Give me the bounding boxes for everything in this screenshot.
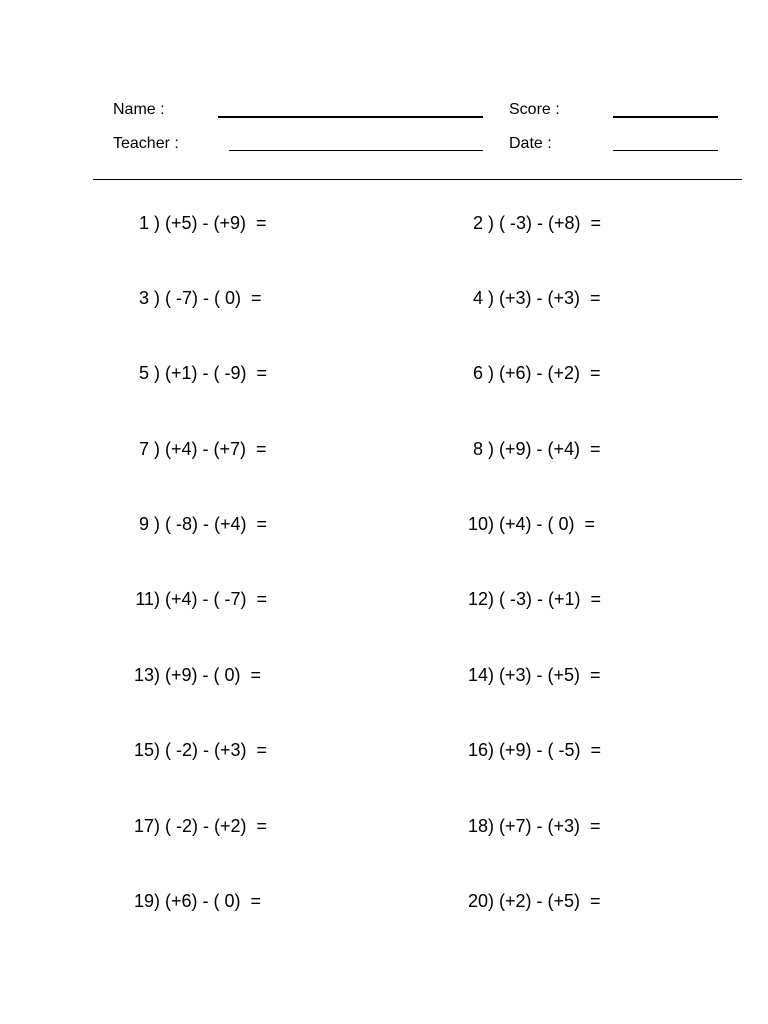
problem-8 xyxy=(458,438,601,460)
problem-18 xyxy=(458,815,601,837)
score-label: Score : xyxy=(509,101,560,118)
problem-expression: (+5) - (+9) = xyxy=(165,213,267,233)
problem-expression: (+9) - ( -5) = xyxy=(499,740,602,760)
teacher-field[interactable] xyxy=(229,150,483,151)
problem-expression: (+9) - ( 0) = xyxy=(165,665,262,685)
problem-expression: (+7) - (+3) = xyxy=(499,816,601,836)
problem-number: 8 ) xyxy=(472,439,494,459)
name-field[interactable] xyxy=(218,116,483,118)
problem-number: 9 ) xyxy=(138,514,160,534)
problem-expression: (+9) - (+4) = xyxy=(499,439,601,459)
problem-number: 14) xyxy=(467,665,494,685)
problem-expression: (+4) - ( 0) = xyxy=(499,514,596,534)
problem-20 xyxy=(458,890,601,912)
problem-6 xyxy=(458,362,601,384)
problem-number: 7 ) xyxy=(138,439,160,459)
problem-expression: ( -2) - (+2) = xyxy=(165,816,268,836)
problem-10 xyxy=(458,513,595,535)
date-field[interactable] xyxy=(613,150,718,151)
problem-number: 3 ) xyxy=(138,288,160,308)
problem-expression: ( -3) - (+1) = xyxy=(499,589,602,609)
problem-number: 5 ) xyxy=(138,363,160,383)
problem-expression: (+6) - ( 0) = xyxy=(165,891,262,911)
problem-number: 16) xyxy=(467,740,494,760)
problem-number: 12) xyxy=(467,589,494,609)
score-field[interactable] xyxy=(613,116,718,118)
problem-16 xyxy=(458,739,601,761)
problem-2 xyxy=(458,212,601,234)
problem-14 xyxy=(458,664,601,686)
problem-expression: (+3) - (+5) = xyxy=(499,665,601,685)
problem-9 xyxy=(124,513,267,535)
problem-number: 11) xyxy=(135,589,160,609)
problem-expression: ( -3) - (+8) = xyxy=(499,213,602,233)
problem-number: 13) xyxy=(133,665,160,685)
problem-11 xyxy=(124,588,267,610)
problem-number: 15) xyxy=(133,740,160,760)
problem-expression: ( -2) - (+3) = xyxy=(165,740,268,760)
problem-expression: ( -7) - ( 0) = xyxy=(165,288,262,308)
problem-number: 4 ) xyxy=(472,288,494,308)
problem-number: 19) xyxy=(133,891,160,911)
problem-7 xyxy=(124,438,267,460)
problem-expression: (+1) - ( -9) = xyxy=(165,363,268,383)
name-label: Name : xyxy=(113,101,165,118)
problem-expression: (+4) - ( -7) = xyxy=(165,589,268,609)
problem-number: 2 ) xyxy=(472,213,494,233)
header-divider xyxy=(93,179,742,180)
problem-number: 17) xyxy=(133,816,160,836)
problem-expression: (+3) - (+3) = xyxy=(499,288,601,308)
date-label: Date : xyxy=(509,135,552,152)
problem-expression: (+6) - (+2) = xyxy=(499,363,601,383)
problem-1 xyxy=(124,212,267,234)
problem-5 xyxy=(124,362,267,384)
problem-number: 10) xyxy=(467,514,494,534)
problem-number: 1 ) xyxy=(138,213,160,233)
problem-expression: (+2) - (+5) = xyxy=(499,891,601,911)
problem-expression: ( -8) - (+4) = xyxy=(165,514,268,534)
problem-3 xyxy=(124,287,262,309)
problem-15 xyxy=(124,739,267,761)
problem-expression: (+4) - (+7) = xyxy=(165,439,267,459)
problem-13 xyxy=(124,664,261,686)
problem-4 xyxy=(458,287,601,309)
problem-number: 18) xyxy=(467,816,494,836)
problem-19 xyxy=(124,890,261,912)
teacher-label: Teacher : xyxy=(113,135,179,152)
problem-12 xyxy=(458,588,601,610)
problem-number: 20) xyxy=(467,891,494,911)
problem-number: 6 ) xyxy=(472,363,494,383)
problem-17 xyxy=(124,815,267,837)
